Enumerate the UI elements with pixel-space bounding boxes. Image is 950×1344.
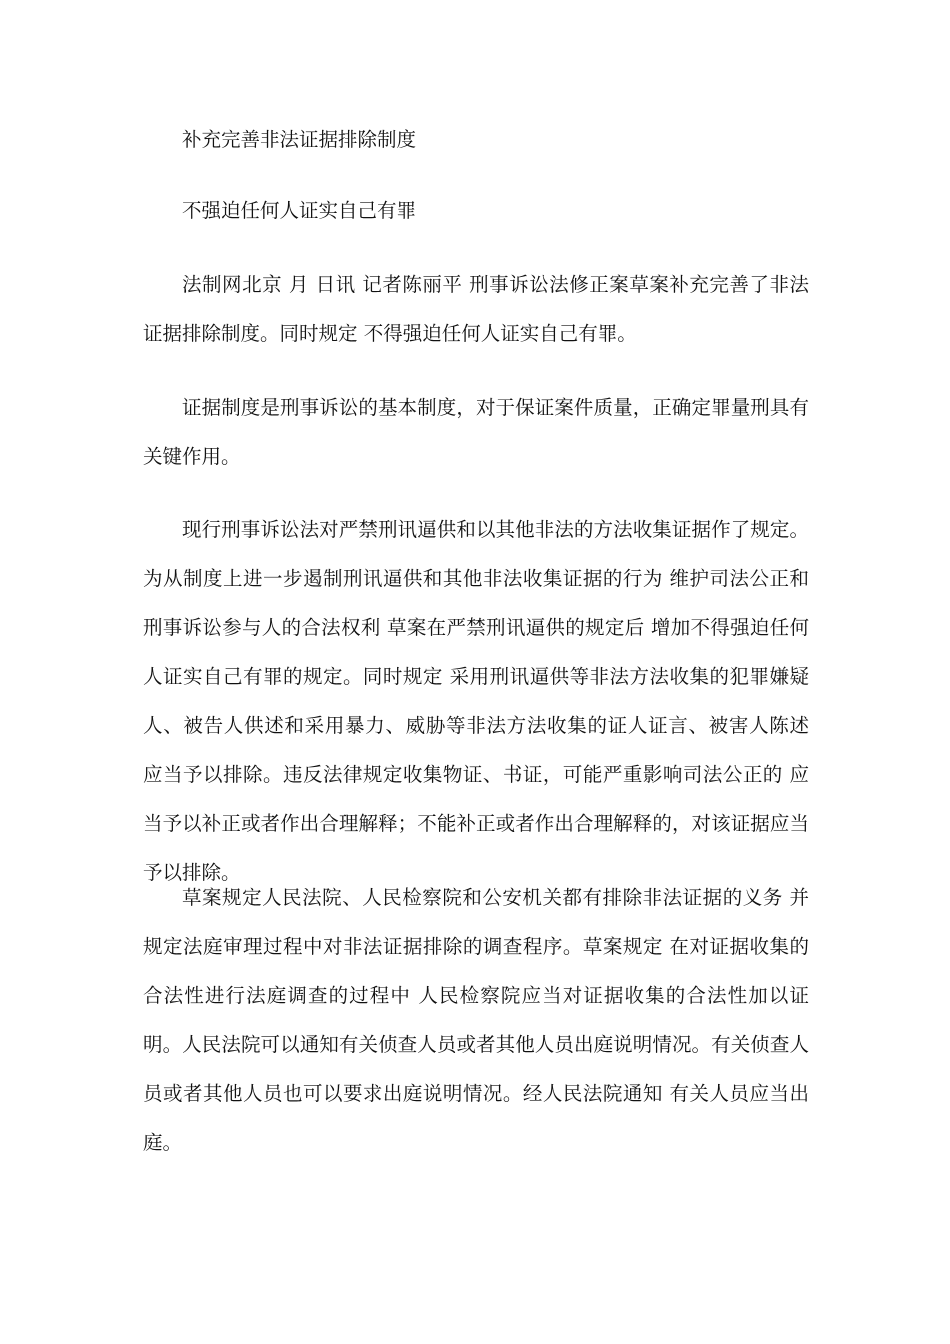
- paragraph-1: 法制网北京 月 日讯 记者陈丽平 刑事诉讼法修正案草案补充完善了非法证据排除制度。同时规定 不得强迫任何人证实自己有罪。: [143, 273, 809, 345]
- heading-1: 补充完善非法证据排除制度: [182, 128, 417, 151]
- paragraph-3: 现行刑事诉讼法对严禁刑讯逼供和以其他非法的方法收集证据作了规定。为从制度上进一步遏制刑讯逼供和其他非法收集证据的行为 维护司法公正和刑事诉讼参与人的合法权利 草案在严禁刑讯逼供的规定后 增加不得强迫任何人证实自己有罪的规定。同时规定 采用刑讯逼供等非法方法收集的犯罪嫌疑人、被告人供述和采用暴力、威胁等非法方法收集的证人证言、被害人陈述 应当予以排除。违反法律规定收集物证、书证，可能严重影响司法公正的 应当予以补正或者作出合理解释；不能补正或者作出合理解释的，对该证据应当予以排除。: [143, 518, 809, 884]
- heading-2: 不强迫任何人证实自己有罪: [182, 199, 417, 222]
- paragraph-2: 证据制度是刑事诉讼的基本制度，对于保证案件质量，正确定罪量刑具有关键作用。: [143, 396, 809, 468]
- paragraph-4: 草案规定人民法院、人民检察院和公安机关都有排除非法证据的义务 并规定法庭审理过程中对非法证据排除的调查程序。草案规定 在对证据收集的合法性进行法庭调查的过程中 人民检察院应当对证据收集的合法性加以证明。人民法院可以通知有关侦查人员或者其他人员出庭说明情况。有关侦查人员或者其他人员也可以要求出庭说明情况。经人民法院通知 有关人员应当出庭。: [143, 886, 809, 1154]
